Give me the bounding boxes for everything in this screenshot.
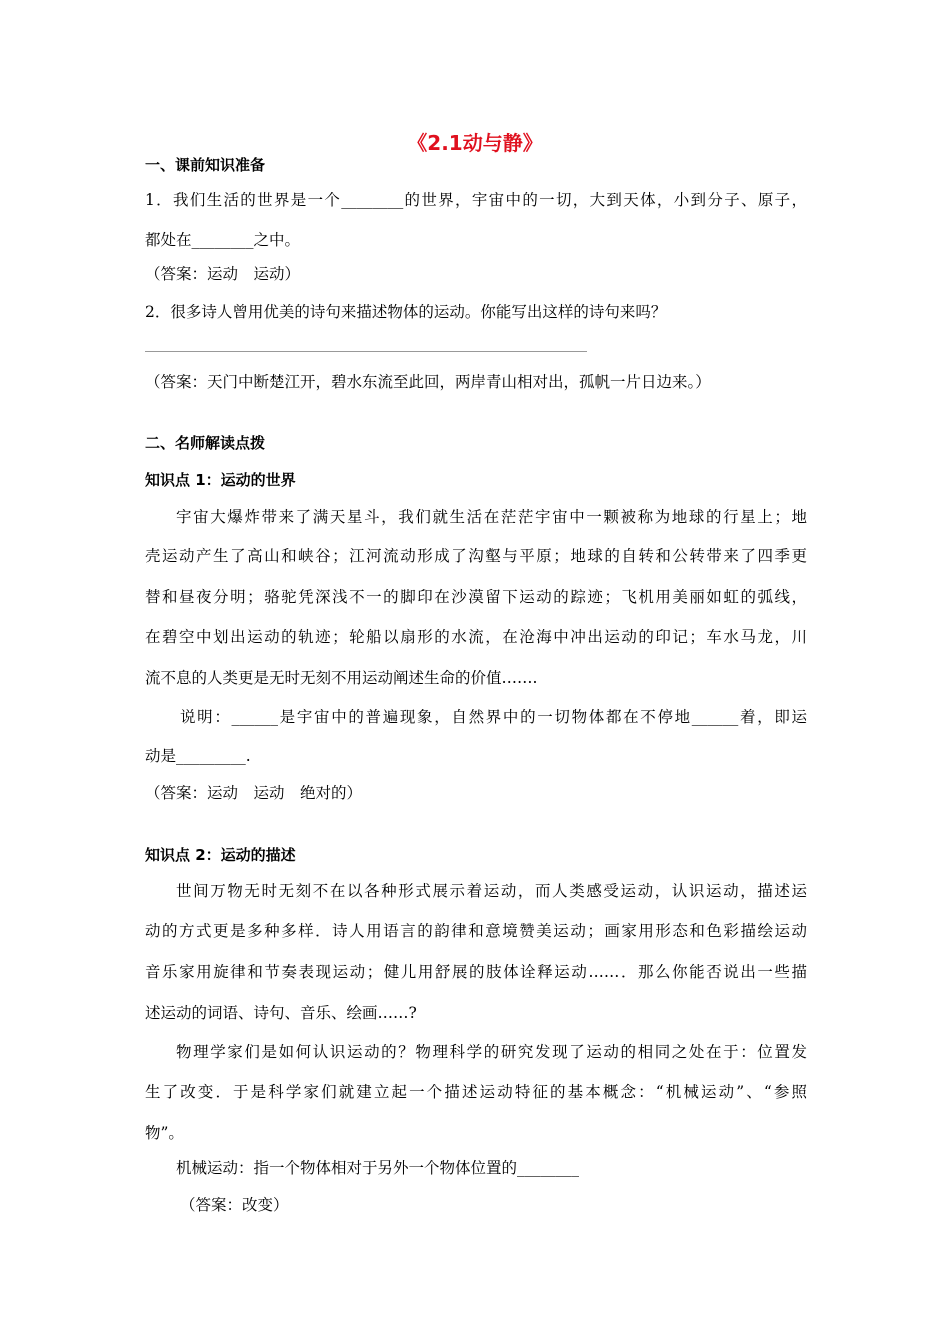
kp1-paragraph-line-1: 宇宙大爆炸带来了满天星斗，我们就生活在茫茫宇宙中一颗被称为地球的行星上；地 [176,508,807,526]
knowledge-point-2-heading: 知识点 2：运动的描述 [145,846,296,864]
question-1-line-2: 都处在________之中。 [145,231,301,249]
kp1-answer: （答案：运动 运动 绝对的） [145,784,363,802]
question-2: 2．很多诗人曾用优美的诗句来描述物体的运动。你能写出这样的诗句来吗？ [145,303,667,321]
kp2-answer: （答案：改变） [180,1196,289,1214]
section-1-heading: 一、课前知识准备 [145,156,266,174]
kp2-paragraph-2-line-3: 物”。 [145,1124,184,1142]
kp1-paragraph-line-5: 流不息的人类更是无时无刻不用运动阐述生命的价值……. [145,669,538,687]
kp2-paragraph-1-line-4: 述运动的词语、诗句、音乐、绘画……? [145,1004,417,1022]
document-title: 《2.1动与静》 [407,131,543,155]
answer-blank-line [145,351,587,352]
kp1-note-line-1: 说明：______是宇宙中的普遍现象，自然界中的一切物体都在不停地______着，即运 [180,708,807,726]
kp1-paragraph-line-2: 壳运动产生了高山和峡谷；江河流动形成了沟壑与平原；地球的自转和公转带来了四季更 [145,547,807,565]
question-1-line-1: 1．我们生活的世界是一个________的世界，宇宙中的一切，大到天体，小到分子、原子， [145,191,807,209]
kp2-paragraph-2-line-2: 生了改变．于是科学家们就建立起一个描述运动特征的基本概念：“机械运动”、“参照 [145,1083,807,1101]
answer-1: （答案：运动 运动） [145,265,301,283]
kp2-paragraph-1-line-1: 世间万物无时无刻不在以各种形式展示着运动，而人类感受运动，认识运动，描述运 [176,882,807,900]
kp2-paragraph-2-line-1: 物理学家们是如何认识运动的？物理科学的研究发现了运动的相同之处在于：位置发 [176,1043,807,1061]
kp2-paragraph-1-line-3: 音乐家用旋律和节奏表现运动；健儿用舒展的肢体诠释运动……．那么你能否说出一些描 [145,963,807,981]
kp1-paragraph-line-3: 替和昼夜分明；骆驼凭深浅不一的脚印在沙漠留下运动的踪迹；飞机用美丽如虹的弧线， [145,588,807,606]
section-2-heading: 二、名师解读点拨 [145,434,266,452]
kp2-paragraph-1-line-2: 动的方式更是多种多样．诗人用语言的韵律和意境赞美运动；画家用形态和色彩描绘运动 [145,922,807,940]
answer-2: （答案：天门中断楚江开，碧水东流至此回，两岸青山相对出，孤帆一片日边来。） [145,373,711,391]
kp2-definition: 机械运动：指一个物体相对于另外一个物体位置的________ [176,1159,580,1177]
kp1-paragraph-line-4: 在碧空中划出运动的轨迹；轮船以扇形的水流，在沧海中冲出运动的印记；车水马龙，川 [145,628,807,646]
knowledge-point-1-heading: 知识点 1：运动的世界 [145,471,296,489]
kp1-note-line-2: 动是_________. [145,747,251,765]
